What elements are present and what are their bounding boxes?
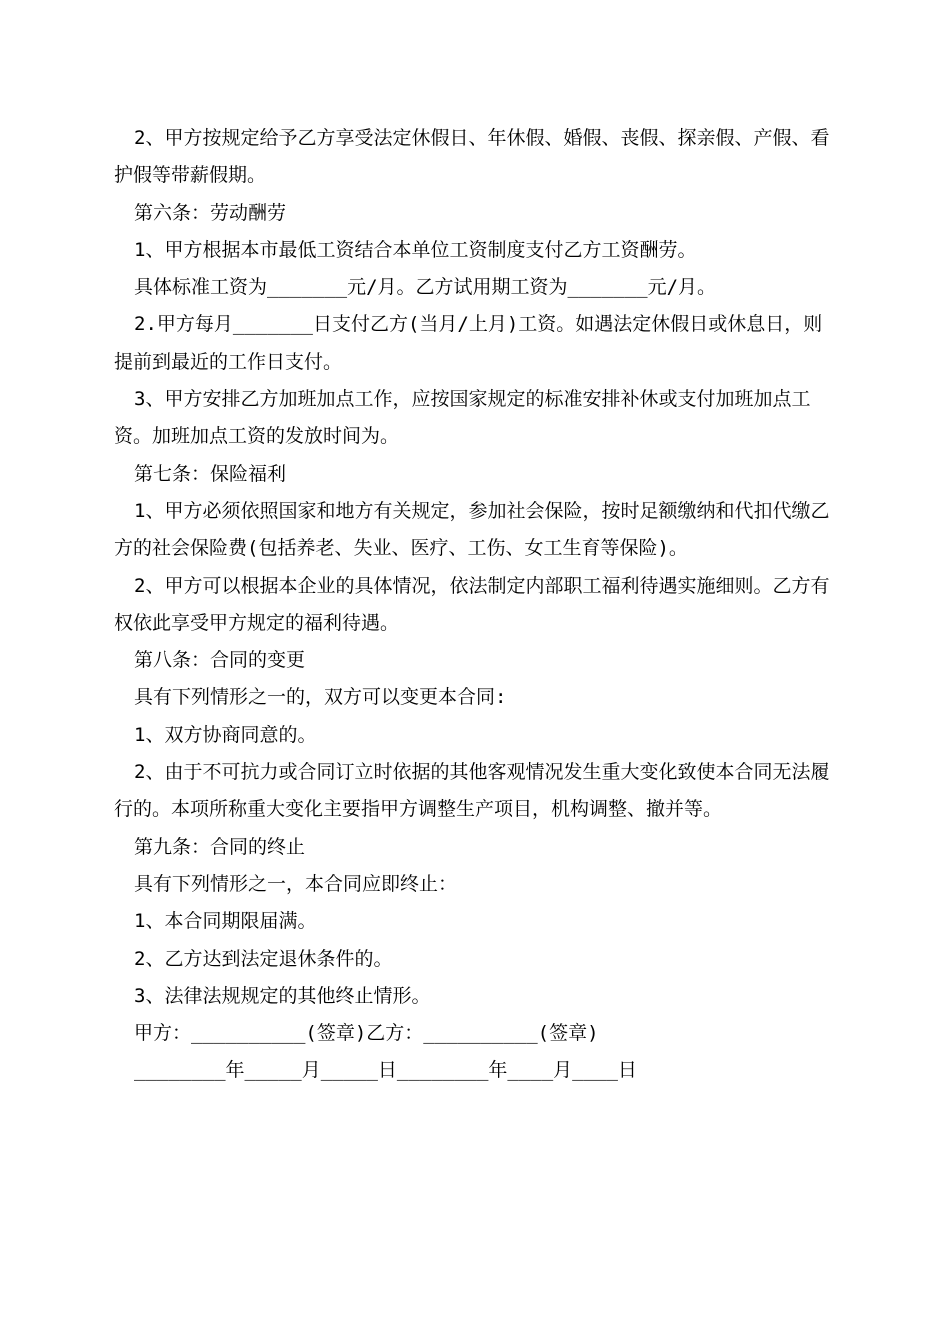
heading-article-6: 第六条：劳动酬劳 (134, 201, 287, 224)
document-body (114, 120, 839, 1090)
paragraph-social-insurance: 1、甲方必须依照国家和地方有关规定，参加社会保险，按时足额缴纳和代扣代缴乙方的社会保险费(包括养老、失业、医疗、工伤、女工生育等保险)。 (114, 499, 830, 560)
paragraph-pay-day: 2.甲方每月_______日支付乙方(当月/上月)工资。如遇法定休假日或休息日，则提前到最近的工作日支付。 (114, 313, 823, 373)
paragraph-paid-leave: 2、甲方按规定给予乙方享受法定休假日、年休假、婚假、丧假、探亲假、产假、看护假等带薪假期。 (114, 127, 830, 187)
paragraph-change-conditions: 具有下列情形之一的，双方可以变更本合同: (134, 686, 507, 709)
paragraph-overtime: 3、甲方安排乙方加班加点工作，应按国家规定的标准安排补休或支付加班加点工资。加班加点工资的发放时间为。 (114, 388, 811, 448)
heading-article-8: 第八条：合同的变更 (134, 649, 306, 672)
date-line: ________年_____月_____日________年____月____日 (134, 1059, 637, 1082)
paragraph-term-expired: 1、本合同期限届满。 (134, 910, 317, 933)
paragraph-retirement: 2、乙方达到法定退休条件的。 (134, 947, 393, 970)
paragraph-mutual-agreement: 1、双方协商同意的。 (134, 723, 317, 746)
paragraph-welfare: 2、甲方可以根据本企业的具体情况，依法制定内部职工福利待遇实施细则。乙方有权依此享受甲方规定的福利待遇。 (114, 574, 830, 634)
signature-line: 甲方：__________(签章)乙方：__________(签章) (134, 1022, 599, 1045)
paragraph-termination-conditions: 具有下列情形之一，本合同应即终止： (134, 872, 458, 895)
paragraph-force-majeure: 2、由于不可抗力或合同订立时依据的其他客观情况发生重大变化致使本合同无法履行的。本项所称重大变化主要指甲方调整生产项目，机构调整、撤并等。 (114, 761, 830, 821)
paragraph-standard-wage: 具体标准工资为_______元/月。乙方试用期工资为_______元/月。 (134, 276, 717, 299)
heading-article-7: 第七条：保险福利 (134, 462, 287, 485)
heading-article-9: 第九条：合同的终止 (134, 835, 306, 858)
paragraph-wage-payment: 1、甲方根据本市最低工资结合本单位工资制度支付乙方工资酬劳。 (134, 238, 697, 261)
paragraph-other-termination: 3、法律法规规定的其他终止情形。 (134, 984, 431, 1007)
